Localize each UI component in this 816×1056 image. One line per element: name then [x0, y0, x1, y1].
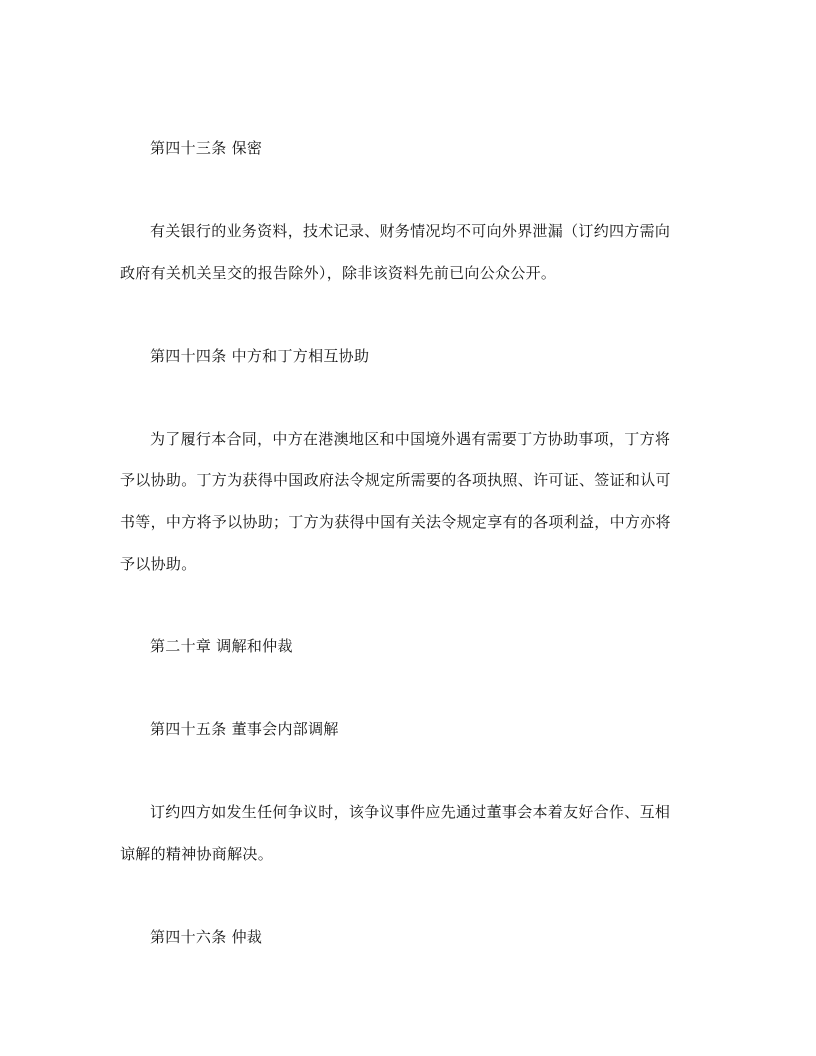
article-44-paragraph-line-4: 予以协助。 [120, 555, 197, 573]
article-46-heading: 第四十六条 仲裁 [150, 928, 263, 946]
article-45-heading: 第四十五条 董事会内部调解 [150, 720, 339, 738]
article-44-paragraph-line-1: 为了履行本合同，中方在港澳地区和中国境外遇有需要丁方协助事项，丁方将 [150, 430, 671, 448]
article-44-paragraph-line-2: 予以协助。丁方为获得中国政府法令规定所需要的各项执照、许可证、签证和认可 [120, 471, 671, 489]
article-45-paragraph-line-2: 谅解的精神协商解决。 [120, 845, 274, 863]
article-43-heading: 第四十三条 保密 [150, 139, 263, 157]
chapter-20-heading: 第二十章 调解和仲裁 [150, 637, 293, 655]
article-43-paragraph-line-1: 有关银行的业务资料，技术记录、财务情况均不可向外界泄漏（订约四方需向 [150, 222, 671, 240]
article-45-paragraph-line-1: 订约四方如发生任何争议时，该争议事件应先通过董事会本着友好合作、互相 [150, 803, 671, 821]
article-44-heading: 第四十四条 中方和丁方相互协助 [150, 347, 370, 365]
article-44-paragraph-line-3: 书等，中方将予以协助；丁方为获得中国有关法令规定享有的各项利益，中方亦将 [120, 513, 671, 531]
article-43-paragraph-line-2: 政府有关机关呈交的报告除外），除非该资料先前已向公众公开。 [120, 264, 557, 282]
